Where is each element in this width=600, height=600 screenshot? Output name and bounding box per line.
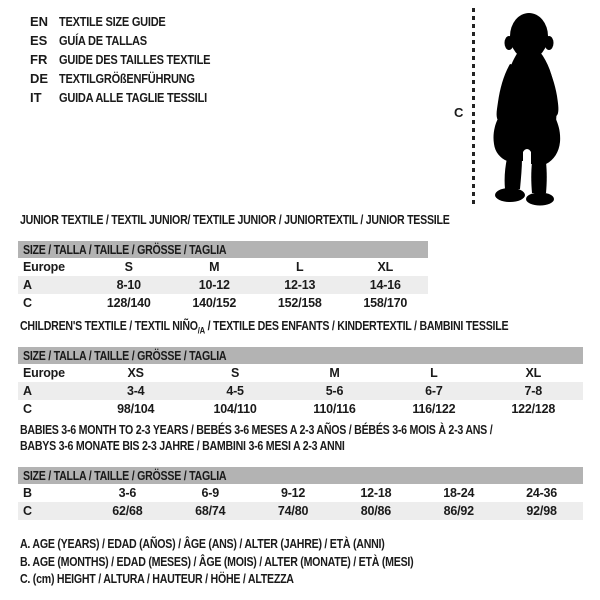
- language-label: TEXTILE SIZE GUIDE: [59, 14, 166, 29]
- row-label: C: [23, 504, 32, 518]
- footnote-c: [20, 571, 483, 589]
- size-header-row: [18, 241, 428, 258]
- cell: 122/128: [511, 402, 556, 416]
- row-label: C: [23, 296, 32, 310]
- table-row: [18, 276, 428, 294]
- cell: 4-5: [226, 384, 244, 398]
- cell: 86/92: [443, 504, 474, 518]
- footnote-c-text: C. (cm) HEIGHT / ALTURA / HAUTEUR / HÖHE / ALTEZZA: [20, 572, 294, 586]
- babies-title-line1: BABIES 3-6 MONTH TO 2-3 YEARS / BEBÉS 3-6 MESES A 2-3 AÑOS / BÉBÉS 3-6 MOIS À 2-3 ANS /: [20, 423, 493, 437]
- row-label: Europe: [23, 366, 65, 380]
- cell: 12-13: [284, 278, 316, 292]
- language-row: [30, 88, 237, 107]
- cell: 10-12: [198, 278, 230, 292]
- cell: L: [296, 260, 304, 274]
- footnotes-block: [20, 536, 483, 589]
- cell: 3-4: [126, 384, 145, 398]
- cell: 62/68: [112, 504, 143, 518]
- language-label: TEXTILGRÖßENFÜHRUNG: [59, 71, 195, 86]
- toddler-silhouette: [480, 6, 575, 211]
- children-title-subscript: /A: [197, 325, 205, 336]
- cell: 14-16: [369, 278, 401, 292]
- cell: 116/122: [412, 402, 456, 416]
- cell: 5-6: [325, 384, 344, 398]
- cell: XL: [377, 260, 394, 274]
- babies-title-line2: BABYS 3-6 MONATE BIS 2-3 JAHRE / BAMBINI 3-6 MESI A 2-3 ANNI: [20, 439, 345, 453]
- cell: 6-7: [425, 384, 443, 398]
- table-row: [18, 364, 583, 382]
- cell: M: [209, 260, 220, 274]
- language-label: GUÍA DE TALLAS: [59, 33, 147, 48]
- language-code: EN: [30, 14, 49, 29]
- language-row: [30, 69, 237, 88]
- cell: 74/80: [277, 504, 309, 518]
- cell: 80/86: [360, 504, 392, 518]
- cell: 104/110: [213, 402, 257, 416]
- children-table-title: [20, 318, 594, 339]
- cell: 98/104: [117, 402, 155, 416]
- cell: S: [231, 366, 240, 380]
- babies-size-table: [18, 467, 583, 520]
- table-row: [18, 382, 583, 400]
- language-label: GUIDA ALLE TAGLIE TESSILI: [59, 90, 207, 105]
- table-row: [18, 484, 583, 502]
- size-header-row: [18, 347, 583, 364]
- toddler-silhouette-shapes: [493, 13, 560, 206]
- size-header-text: SIZE / TALLA / TAILLE / GRÖSSE / TAGLIA: [23, 468, 227, 483]
- cell: 6-9: [201, 486, 219, 500]
- footnote-a-text: A. AGE (YEARS) / EDAD (AÑOS) / ÂGE (ANS) / ALTER (JAHRE) / ETÀ (ANNI): [20, 537, 385, 551]
- table-row: [18, 258, 428, 276]
- language-code: ES: [30, 33, 48, 48]
- children-size-table: [18, 347, 583, 418]
- cell: 128/140: [106, 296, 151, 310]
- cell: 158/170: [363, 296, 408, 310]
- cell: 24-36: [526, 486, 558, 500]
- cell: 18-24: [443, 486, 475, 500]
- row-label: C: [23, 402, 32, 416]
- footnote-b-text: B. AGE (MONTHS) / EDAD (MESES) / ÂGE (MOIS) / ALTER (MONATE) / ETÀ (MESI): [20, 554, 414, 569]
- cell: 7-8: [524, 384, 543, 398]
- size-header-text: SIZE / TALLA / TAILLE / GRÖSSE / TAGLIA: [23, 348, 227, 363]
- footnote-b: [20, 554, 483, 572]
- children-table-title-text: [20, 318, 508, 339]
- babies-table-title: [20, 422, 576, 454]
- cell: 110/116: [313, 402, 356, 416]
- cell: 152/158: [277, 296, 322, 310]
- row-label: A: [23, 384, 32, 398]
- size-header-row: [18, 467, 583, 484]
- children-title-post: / TEXTILE DES ENFANTS / KINDERTEXTIL / BAMBINI TESSILE: [204, 319, 509, 333]
- cell: M: [329, 366, 340, 380]
- junior-size-table: [18, 241, 428, 312]
- table-row: [18, 294, 428, 312]
- language-row: [30, 12, 237, 31]
- language-code: DE: [30, 71, 49, 86]
- cell: 68/74: [195, 504, 226, 518]
- size-header-text: SIZE / TALLA / TAILLE / GRÖSSE / TAGLIA: [23, 242, 227, 257]
- row-label: A: [23, 278, 32, 292]
- cell: 12-18: [360, 486, 392, 500]
- footnote-a: [20, 536, 483, 554]
- row-label: B: [23, 486, 32, 500]
- cell: 3-6: [118, 486, 137, 500]
- cell: 8-10: [116, 278, 141, 292]
- cell: XS: [127, 366, 144, 380]
- language-label: GUIDE DES TAILLES TEXTILE: [59, 52, 211, 67]
- cell: XL: [525, 366, 542, 380]
- cell: L: [430, 366, 438, 380]
- table-row: [18, 400, 583, 418]
- row-label: Europe: [23, 260, 65, 274]
- table-row: [18, 502, 583, 520]
- size-header-cell: [18, 347, 583, 364]
- children-title-pre: CHILDREN'S TEXTILE / TEXTIL NIÑO: [20, 319, 198, 333]
- language-title-block: [30, 12, 237, 107]
- cell: 140/152: [192, 296, 237, 310]
- height-measure-dashed-line: [472, 8, 475, 207]
- language-code: IT: [30, 90, 42, 105]
- cell: S: [124, 260, 133, 274]
- cell: 92/98: [526, 504, 557, 518]
- size-header-cell: [18, 241, 428, 258]
- junior-table-title-text: JUNIOR TEXTILE / TEXTIL JUNIOR/ TEXTILE JUNIOR / JUNIORTEXTIL / JUNIOR TESSILE: [20, 213, 450, 227]
- language-row: [30, 31, 237, 50]
- language-code: FR: [30, 52, 48, 67]
- height-measure-label: C: [454, 105, 464, 120]
- language-row: [30, 50, 237, 69]
- size-header-cell: [18, 467, 583, 484]
- cell: 9-12: [280, 486, 306, 500]
- junior-table-title: [20, 212, 525, 228]
